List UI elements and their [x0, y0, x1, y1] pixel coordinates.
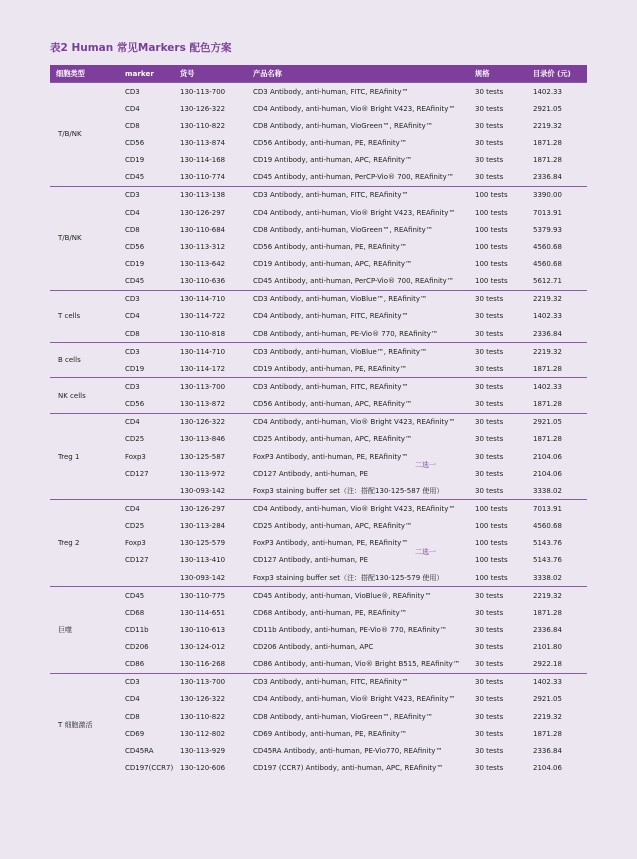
marker-cell: CD19: [125, 364, 145, 373]
size-cell: 30 tests: [475, 173, 504, 182]
size-cell: 100 tests: [469, 500, 527, 518]
size-cell: 30 tests: [475, 712, 504, 721]
price-cell: 1871.28: [533, 400, 562, 409]
product-name-cell: CD8 Antibody, anti-human, VioGreen™, REAfinity™: [253, 225, 433, 234]
price-cell: 1402.33: [533, 312, 562, 321]
price-cell: 2921.05: [533, 104, 562, 113]
price-cell: 2336.84: [533, 625, 562, 634]
catalog-number-cell: 130-110-822: [180, 121, 226, 130]
catalog-number-cell: 130-113-874: [180, 138, 226, 147]
marker-cell: CD127: [125, 556, 149, 565]
catalog-number-cell: 130-114-651: [180, 608, 226, 617]
product-name-cell: CD19 Antibody, anti-human, APC, REAfinity™: [253, 259, 412, 268]
marker-cell: CD197(CCR7): [125, 764, 174, 773]
marker-cell: CD45: [125, 277, 145, 286]
product-name-cell: CD56 Antibody, anti-human, PE, REAfinity™: [253, 242, 407, 251]
markers-table: [50, 65, 587, 777]
marker-cell: CD127: [125, 469, 149, 478]
price-cell: 2104.06: [533, 452, 562, 461]
cell-type-label: Treg 1: [50, 413, 119, 500]
marker-cell: CD8: [125, 712, 140, 721]
cell-type-label: T 细胞激活: [50, 673, 119, 776]
product-name-cell: CD127 Antibody, anti-human, PE: [253, 469, 368, 478]
marker-cell: CD4: [119, 500, 174, 518]
catalog-number-cell: 130-112-802: [180, 729, 226, 738]
price-cell: 2219.32: [527, 343, 587, 361]
catalog-number-cell: 130-113-700: [174, 83, 247, 101]
table-row: [50, 725, 587, 742]
size-cell: 30 tests: [469, 378, 527, 396]
table-row: [50, 673, 587, 691]
table-row: [50, 378, 587, 396]
size-cell: 30 tests: [475, 312, 504, 321]
catalog-number-cell: 130-125-579: [180, 539, 226, 548]
product-name-cell: CD8 Antibody, anti-human, VioGreen™, REAfinity™: [253, 712, 433, 721]
catalog-number-cell: 130-113-312: [180, 242, 226, 251]
table-row: [50, 290, 587, 308]
product-name-cell: CD4 Antibody, anti-human, Vio® Bright V423, REAfinity™: [253, 208, 456, 217]
catalog-number-cell: 130-114-172: [180, 364, 226, 373]
size-cell: 100 tests: [475, 573, 508, 582]
price-cell: 2336.84: [533, 746, 562, 755]
table-row: [50, 343, 587, 361]
size-cell: 30 tests: [469, 290, 527, 308]
product-name-cell: CD127 Antibody, anti-human, PE: [253, 556, 368, 565]
product-name-cell: CD19 Antibody, anti-human, APC, REAfinity™: [253, 156, 412, 165]
header-price: 目录价 (元): [527, 65, 587, 83]
table-group: [50, 673, 587, 776]
catalog-number-cell: 130-113-138: [174, 186, 247, 204]
marker-cell: CD4: [119, 413, 174, 431]
price-cell: 5143.76: [533, 539, 562, 548]
marker-cell: CD19: [125, 156, 145, 165]
size-cell: 30 tests: [475, 104, 504, 113]
product-name-cell: CD4 Antibody, anti-human, Vio® Bright V423, REAfinity™: [253, 695, 456, 704]
size-cell: 30 tests: [475, 764, 504, 773]
marker-cell: [119, 569, 174, 587]
size-cell: 30 tests: [469, 83, 527, 101]
catalog-number-cell: 130-114-710: [174, 290, 247, 308]
marker-cell: CD3: [119, 186, 174, 204]
marker-cell: [119, 482, 174, 500]
size-cell: 100 tests: [475, 522, 508, 531]
price-cell: 1871.28: [533, 608, 562, 617]
catalog-number-cell: 130-126-322: [174, 413, 247, 431]
price-cell: 2336.84: [533, 329, 562, 338]
price-cell: 1871.28: [533, 729, 562, 738]
size-cell: 30 tests: [475, 452, 504, 461]
price-cell: 2101.80: [533, 643, 562, 652]
price-cell: 1402.33: [527, 378, 587, 396]
header-product-name: 产品名称: [247, 65, 469, 83]
price-cell: 1402.33: [527, 83, 587, 101]
product-name-cell: CD68 Antibody, anti-human, PE, REAfinity™: [253, 608, 407, 617]
product-name-cell: CD19 Antibody, anti-human, PE, REAfinity™: [253, 364, 407, 373]
table-header-row: [50, 65, 587, 83]
product-name-cell: CD45RA Antibody, anti-human, PE-Vio770, REAfinity™: [253, 746, 443, 755]
catalog-number-cell: 130-113-410: [180, 556, 226, 565]
table-row: [50, 465, 587, 482]
table-group: [50, 500, 587, 587]
price-cell: 2219.32: [527, 587, 587, 605]
table-row: [50, 500, 587, 518]
table-row: [50, 535, 587, 552]
marker-cell: CD25: [125, 435, 145, 444]
table-row: [50, 691, 587, 708]
product-name-cell: CD3 Antibody, anti-human, VioBlue™, REAfinity™: [247, 343, 469, 361]
size-cell: 30 tests: [475, 138, 504, 147]
product-name-cell: CD8 Antibody, anti-human, PE-Vio® 770, REAfinity™: [253, 329, 438, 338]
catalog-number-cell: 130-093-142: [180, 486, 226, 495]
product-name-cell: CD69 Antibody, anti-human, PE, REAfinity™: [253, 729, 407, 738]
product-name-cell: CD3 Antibody, anti-human, VioBlue™, REAfinity™: [247, 290, 469, 308]
table-row: [50, 448, 587, 465]
marker-cell: CD56: [125, 242, 145, 251]
size-cell: 30 tests: [475, 400, 504, 409]
price-cell: 4560.68: [533, 522, 562, 531]
product-name-cell: CD3 Antibody, anti-human, FITC, REAfinity™: [247, 673, 469, 691]
price-cell: 1871.28: [533, 435, 562, 444]
price-cell: 7013.91: [527, 500, 587, 518]
table-group: [50, 587, 587, 674]
table-row: [50, 552, 587, 569]
product-name-cell: FoxP3 Antibody, anti-human, PE, REAfinity™: [253, 539, 409, 548]
product-name-cell: CD45 Antibody, anti-human, PerCP-Vio® 700, REAfinity™: [253, 173, 454, 182]
product-name-cell: CD25 Antibody, anti-human, APC, REAfinity™: [253, 522, 412, 531]
catalog-number-cell: 130-126-297: [180, 208, 226, 217]
price-cell: 2219.32: [533, 712, 562, 721]
size-cell: 30 tests: [475, 746, 504, 755]
catalog-number-cell: 130-116-268: [180, 660, 226, 669]
catalog-number-cell: 130-110-774: [180, 173, 226, 182]
table-group: [50, 378, 587, 413]
table-row: [50, 169, 587, 187]
table-row: [50, 396, 587, 414]
cell-type-label: T/B/NK: [50, 186, 119, 290]
size-cell: 30 tests: [475, 469, 504, 478]
marker-cell: CD69: [125, 729, 145, 738]
table-row: [50, 621, 587, 638]
price-cell: 2104.06: [533, 469, 562, 478]
size-cell: 100 tests: [475, 225, 508, 234]
table-row: [50, 413, 587, 431]
size-cell: 30 tests: [475, 156, 504, 165]
table-group: [50, 83, 587, 187]
catalog-number-cell: 130-093-142: [180, 573, 226, 582]
product-name-cell: CD4 Antibody, anti-human, Vio® Bright V423, REAfinity™: [247, 413, 469, 431]
marker-cell: Foxp3: [125, 539, 146, 548]
product-name-cell: CD86 Antibody, anti-human, Vio® Bright B515, REAfinity™: [253, 660, 460, 669]
marker-cell: CD11b: [125, 625, 149, 634]
table-row: [50, 656, 587, 674]
product-name-cell: Foxp3 staining buffer set（注：搭配130-125-579 使用）: [253, 573, 444, 582]
header-cell-type: 细胞类型: [50, 65, 119, 83]
catalog-number-cell: 130-113-872: [180, 400, 226, 409]
marker-cell: CD4: [125, 695, 140, 704]
table-row: [50, 482, 587, 500]
catalog-number-cell: 130-124-012: [180, 643, 226, 652]
product-name-cell: CD8 Antibody, anti-human, VioGreen™, REAfinity™: [253, 121, 433, 130]
size-cell: 30 tests: [475, 695, 504, 704]
cell-type-label: NK cells: [50, 378, 119, 413]
catalog-number-cell: 130-114-722: [180, 312, 226, 321]
header-catalog-number: 货号: [174, 65, 247, 83]
table-row: [50, 186, 587, 204]
catalog-number-cell: 130-113-642: [180, 259, 226, 268]
price-cell: 2336.84: [533, 173, 562, 182]
product-name-cell: CD3 Antibody, anti-human, FITC, REAfinity™: [247, 83, 469, 101]
product-name-cell: CD3 Antibody, anti-human, FITC, REAfinity™: [247, 186, 469, 204]
cell-type-label: 巨噬: [50, 587, 119, 674]
price-cell: 4560.68: [533, 242, 562, 251]
price-cell: 3338.02: [533, 573, 562, 582]
marker-cell: CD3: [119, 343, 174, 361]
table-row: [50, 518, 587, 535]
table-row: [50, 431, 587, 448]
product-name-cell: CD25 Antibody, anti-human, APC, REAfinity™: [253, 435, 412, 444]
catalog-number-cell: 130-114-168: [180, 156, 226, 165]
cell-type-label: T cells: [50, 290, 119, 342]
table-row: [50, 100, 587, 117]
catalog-number-cell: 130-125-587: [180, 452, 226, 461]
marker-cell: CD45: [119, 587, 174, 605]
marker-cell: CD3: [119, 673, 174, 691]
size-cell: 100 tests: [475, 539, 508, 548]
table-group: [50, 186, 587, 290]
product-name-cell: Foxp3 staining buffer set（注：搭配130-125-587 使用）: [253, 486, 444, 495]
price-cell: 1871.28: [533, 364, 562, 373]
size-cell: 30 tests: [475, 643, 504, 652]
product-name-cell: CD4 Antibody, anti-human, Vio® Bright V423, REAfinity™: [253, 104, 456, 113]
table-row: [50, 204, 587, 221]
marker-cell: CD8: [125, 121, 140, 130]
product-name-cell: CD56 Antibody, anti-human, APC, REAfinity™: [253, 400, 412, 409]
price-cell: 2921.05: [533, 695, 562, 704]
table-row: [50, 708, 587, 725]
either-or-note: 二选一: [415, 547, 436, 556]
marker-cell: CD86: [125, 660, 145, 669]
price-cell: 7013.91: [533, 208, 562, 217]
price-cell: 5612.71: [533, 277, 562, 286]
catalog-number-cell: 130-113-929: [180, 746, 226, 755]
size-cell: 30 tests: [469, 343, 527, 361]
marker-cell: CD68: [125, 608, 145, 617]
header-marker: marker: [119, 65, 174, 83]
product-name-cell: CD3 Antibody, anti-human, FITC, REAfinity™: [247, 378, 469, 396]
marker-cell: Foxp3: [125, 452, 146, 461]
catalog-number-cell: 130-110-775: [174, 587, 247, 605]
marker-cell: CD4: [125, 312, 140, 321]
size-cell: 30 tests: [469, 587, 527, 605]
table-row: [50, 238, 587, 255]
table-row: [50, 587, 587, 605]
table-row: [50, 152, 587, 169]
header-size: 规格: [469, 65, 527, 83]
size-cell: 30 tests: [475, 625, 504, 634]
table-row: [50, 117, 587, 134]
price-cell: 2219.32: [527, 290, 587, 308]
size-cell: 100 tests: [475, 259, 508, 268]
cell-type-label: Treg 2: [50, 500, 119, 587]
marker-cell: CD3: [119, 83, 174, 101]
price-cell: 5143.76: [533, 556, 562, 565]
cell-type-label: T/B/NK: [50, 83, 119, 187]
marker-cell: CD3: [119, 378, 174, 396]
table-row: [50, 742, 587, 759]
product-name-cell: CD4 Antibody, anti-human, Vio® Bright V423, REAfinity™: [247, 500, 469, 518]
price-cell: 2219.32: [533, 121, 562, 130]
size-cell: 30 tests: [475, 121, 504, 130]
table-row: [50, 273, 587, 291]
table-row: [50, 308, 587, 325]
size-cell: 30 tests: [475, 435, 504, 444]
size-cell: 100 tests: [475, 208, 508, 217]
marker-cell: CD8: [125, 225, 140, 234]
table-title: 表2 Human 常见Markers 配色方案: [50, 42, 232, 54]
size-cell: 30 tests: [475, 329, 504, 338]
marker-cell: CD8: [125, 329, 140, 338]
marker-cell: CD25: [125, 522, 145, 531]
marker-cell: CD206: [125, 643, 149, 652]
product-name-cell: CD197 (CCR7) Antibody, anti-human, APC, REAfinity™: [253, 764, 444, 773]
table-row: [50, 360, 587, 378]
table-row: [50, 221, 587, 238]
catalog-number-cell: 130-113-700: [174, 378, 247, 396]
marker-cell: CD4: [125, 104, 140, 113]
price-cell: 1871.28: [533, 138, 562, 147]
catalog-number-cell: 130-126-322: [180, 104, 226, 113]
size-cell: 30 tests: [469, 413, 527, 431]
catalog-number-cell: 130-113-846: [180, 435, 226, 444]
size-cell: 100 tests: [475, 556, 508, 565]
size-cell: 100 tests: [475, 242, 508, 251]
table-row: [50, 83, 587, 101]
price-cell: 3390.00: [527, 186, 587, 204]
table-row: [50, 759, 587, 776]
table-row: [50, 134, 587, 151]
catalog-number-cell: 130-126-297: [174, 500, 247, 518]
product-name-cell: CD206 Antibody, anti-human, APC: [253, 643, 374, 652]
product-name-cell: CD11b Antibody, anti-human, PE-Vio® 770, REAfinity™: [253, 625, 447, 634]
table-row: [50, 639, 587, 656]
catalog-number-cell: 130-110-822: [180, 712, 226, 721]
catalog-number-cell: 130-114-710: [174, 343, 247, 361]
catalog-number-cell: 130-110-636: [180, 277, 226, 286]
price-cell: 5379.93: [533, 225, 562, 234]
size-cell: 30 tests: [475, 729, 504, 738]
size-cell: 30 tests: [475, 486, 504, 495]
marker-cell: CD45: [125, 173, 145, 182]
table-group: [50, 413, 587, 500]
marker-cell: CD45RA: [125, 746, 154, 755]
marker-cell: CD3: [119, 290, 174, 308]
catalog-number-cell: 130-120-606: [180, 764, 226, 773]
size-cell: 30 tests: [475, 608, 504, 617]
table-row: [50, 255, 587, 272]
catalog-number-cell: 130-113-700: [174, 673, 247, 691]
price-cell: 2922.18: [533, 660, 562, 669]
price-cell: 2921.05: [527, 413, 587, 431]
product-name-cell: CD56 Antibody, anti-human, PE, REAfinity™: [253, 138, 407, 147]
either-or-note: 二选一: [415, 461, 436, 470]
cell-type-label: B cells: [50, 343, 119, 378]
size-cell: 30 tests: [475, 660, 504, 669]
price-cell: 2104.06: [533, 764, 562, 773]
marker-cell: CD56: [125, 400, 145, 409]
table-row: [50, 325, 587, 343]
size-cell: 30 tests: [469, 673, 527, 691]
size-cell: 100 tests: [475, 277, 508, 286]
marker-cell: CD4: [125, 208, 140, 217]
price-cell: 1402.33: [527, 673, 587, 691]
catalog-number-cell: 130-110-613: [180, 625, 226, 634]
catalog-number-cell: 130-110-684: [180, 225, 226, 234]
table-row: [50, 569, 587, 587]
catalog-number-cell: 130-126-322: [180, 695, 226, 704]
price-cell: 1871.28: [533, 156, 562, 165]
product-name-cell: CD4 Antibody, anti-human, FITC, REAfinity™: [253, 312, 409, 321]
catalog-number-cell: 130-113-284: [180, 522, 226, 531]
size-cell: 100 tests: [469, 186, 527, 204]
price-cell: 3338.02: [533, 486, 562, 495]
size-cell: 30 tests: [475, 364, 504, 373]
table-group: [50, 343, 587, 378]
table-row: [50, 604, 587, 621]
catalog-number-cell: 130-110-818: [180, 329, 226, 338]
catalog-number-cell: 130-113-972: [180, 469, 226, 478]
product-name-cell: CD45 Antibody, anti-human, VioBlue®, REAfinity™: [247, 587, 469, 605]
marker-cell: CD19: [125, 259, 145, 268]
product-name-cell: FoxP3 Antibody, anti-human, PE, REAfinity™: [253, 452, 409, 461]
table-group: [50, 290, 587, 342]
marker-cell: CD56: [125, 138, 145, 147]
product-name-cell: CD45 Antibody, anti-human, PerCP-Vio® 700, REAfinity™: [253, 277, 454, 286]
price-cell: 4560.68: [533, 259, 562, 268]
